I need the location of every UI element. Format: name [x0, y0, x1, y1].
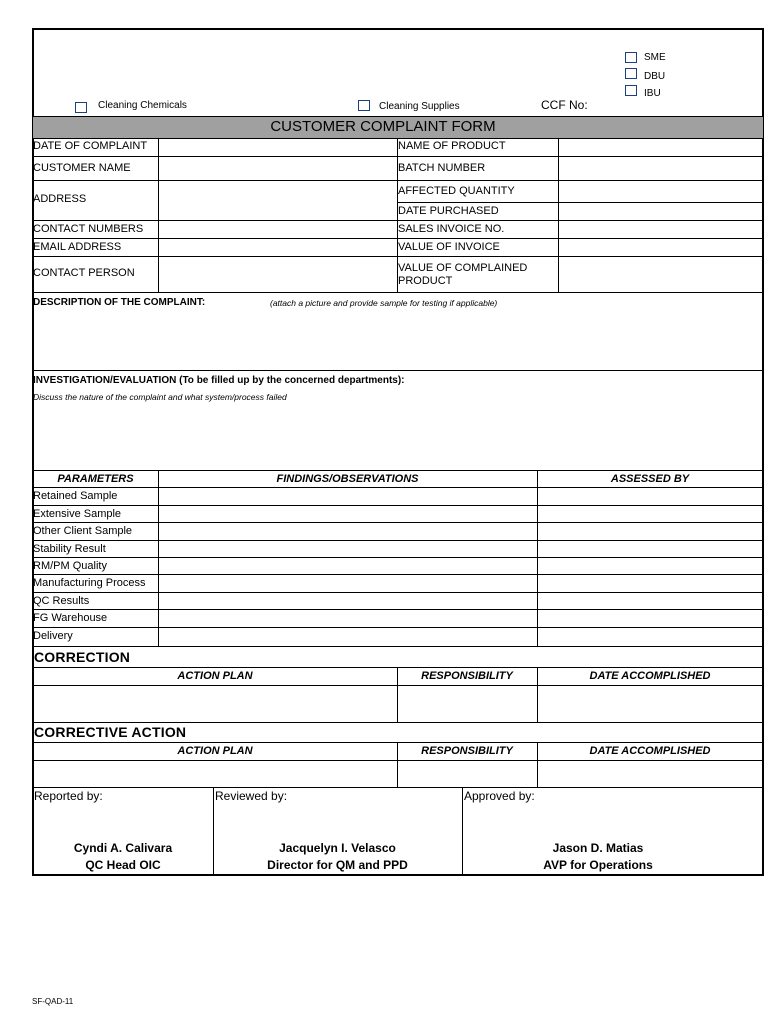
table-row: Retained Sample	[33, 490, 118, 502]
dbu-checkbox[interactable]	[625, 68, 637, 79]
sme-label: SME	[644, 52, 666, 63]
value-of-invoice-label: VALUE OF INVOICE	[398, 241, 500, 253]
corrective-action-plan-header: ACTION PLAN	[177, 745, 253, 757]
sme-checkbox[interactable]	[625, 52, 637, 63]
approved-by-label: Approved by:	[464, 789, 535, 803]
table-row: Extensive Sample	[33, 508, 122, 520]
approved-title: AVP for Operations	[543, 858, 653, 872]
ccf-no-label: CCF No:	[541, 98, 588, 112]
reported-name: Cyndi A. Calivara	[73, 841, 173, 855]
correction-title: CORRECTION	[34, 649, 131, 665]
table-row: Other Client Sample	[33, 525, 133, 537]
correction-action-plan-header: ACTION PLAN	[177, 670, 253, 682]
findings-header: FINDINGS/OBSERVATIONS	[276, 473, 419, 485]
approved-name: Jason D. Matias	[552, 841, 644, 855]
reviewed-name: Jacquelyn I. Velasco	[279, 841, 396, 855]
cleaning-supplies-label: Cleaning Supplies	[379, 101, 460, 112]
value-of-complained-product-label-line1: VALUE OF COMPLAINED	[398, 262, 528, 274]
corrective-responsibility-header: RESPONSIBILITY	[421, 745, 513, 757]
description-label: DESCRIPTION OF THE COMPLAINT:	[33, 297, 206, 308]
reported-by-label: Reported by:	[34, 789, 103, 803]
date-of-complaint-label: DATE OF COMPLAINT	[33, 140, 148, 152]
correction-responsibility-header: RESPONSIBILITY	[421, 670, 513, 682]
date-purchased-label: DATE PURCHASED	[398, 205, 499, 217]
batch-number-label: BATCH NUMBER	[398, 162, 486, 174]
affected-quantity-label: AFFECTED QUANTITY	[398, 185, 515, 197]
form-title: CUSTOMER COMPLAINT FORM	[270, 118, 496, 135]
table-row: Delivery	[33, 630, 73, 642]
reported-title: QC Head OIC	[85, 858, 161, 872]
corrective-action-title: CORRECTIVE ACTION	[34, 724, 187, 740]
table-row: FG Warehouse	[33, 612, 108, 624]
value-of-complained-product-label-line2: PRODUCT	[398, 275, 453, 287]
address-label: ADDRESS	[33, 193, 87, 205]
correction-date-accomplished-header: DATE ACCOMPLISHED	[589, 670, 711, 682]
table-row: RM/PM Quality	[33, 560, 107, 572]
form-code: SF-QAD-11	[32, 997, 74, 1006]
table-row: Stability Result	[33, 543, 106, 555]
contact-person-label: CONTACT PERSON	[33, 267, 135, 279]
cleaning-chemicals-label: Cleaning Chemicals	[98, 100, 187, 111]
cleaning-supplies-checkbox[interactable]	[358, 100, 370, 111]
dbu-label: DBU	[644, 71, 666, 82]
table-row: Manufacturing Process	[33, 577, 146, 589]
assessed-by-header: ASSESSED BY	[610, 473, 690, 485]
ibu-label: IBU	[644, 88, 661, 99]
reviewed-by-label: Reviewed by:	[215, 789, 288, 803]
description-note: (attach a picture and provide sample for testing if applicable)	[270, 298, 498, 308]
name-of-product-label: NAME OF PRODUCT	[398, 140, 506, 152]
cleaning-chemicals-checkbox[interactable]	[75, 102, 87, 113]
customer-name-label: CUSTOMER NAME	[33, 162, 131, 174]
investigation-note: Discuss the nature of the complaint and what system/process failed	[33, 392, 287, 402]
sales-invoice-no-label: SALES INVOICE NO.	[398, 223, 505, 235]
reviewed-title: Director for QM and PPD	[267, 858, 408, 872]
investigation-label: INVESTIGATION/EVALUATION (To be filled up by the concerned departments):	[33, 375, 405, 386]
corrective-date-accomplished-header: DATE ACCOMPLISHED	[589, 745, 711, 757]
ibu-checkbox[interactable]	[625, 85, 637, 96]
contact-numbers-label: CONTACT NUMBERS	[33, 223, 144, 235]
email-address-label: EMAIL ADDRESS	[33, 241, 122, 253]
table-row: QC Results	[33, 595, 90, 607]
parameters-header: PARAMETERS	[57, 473, 134, 485]
